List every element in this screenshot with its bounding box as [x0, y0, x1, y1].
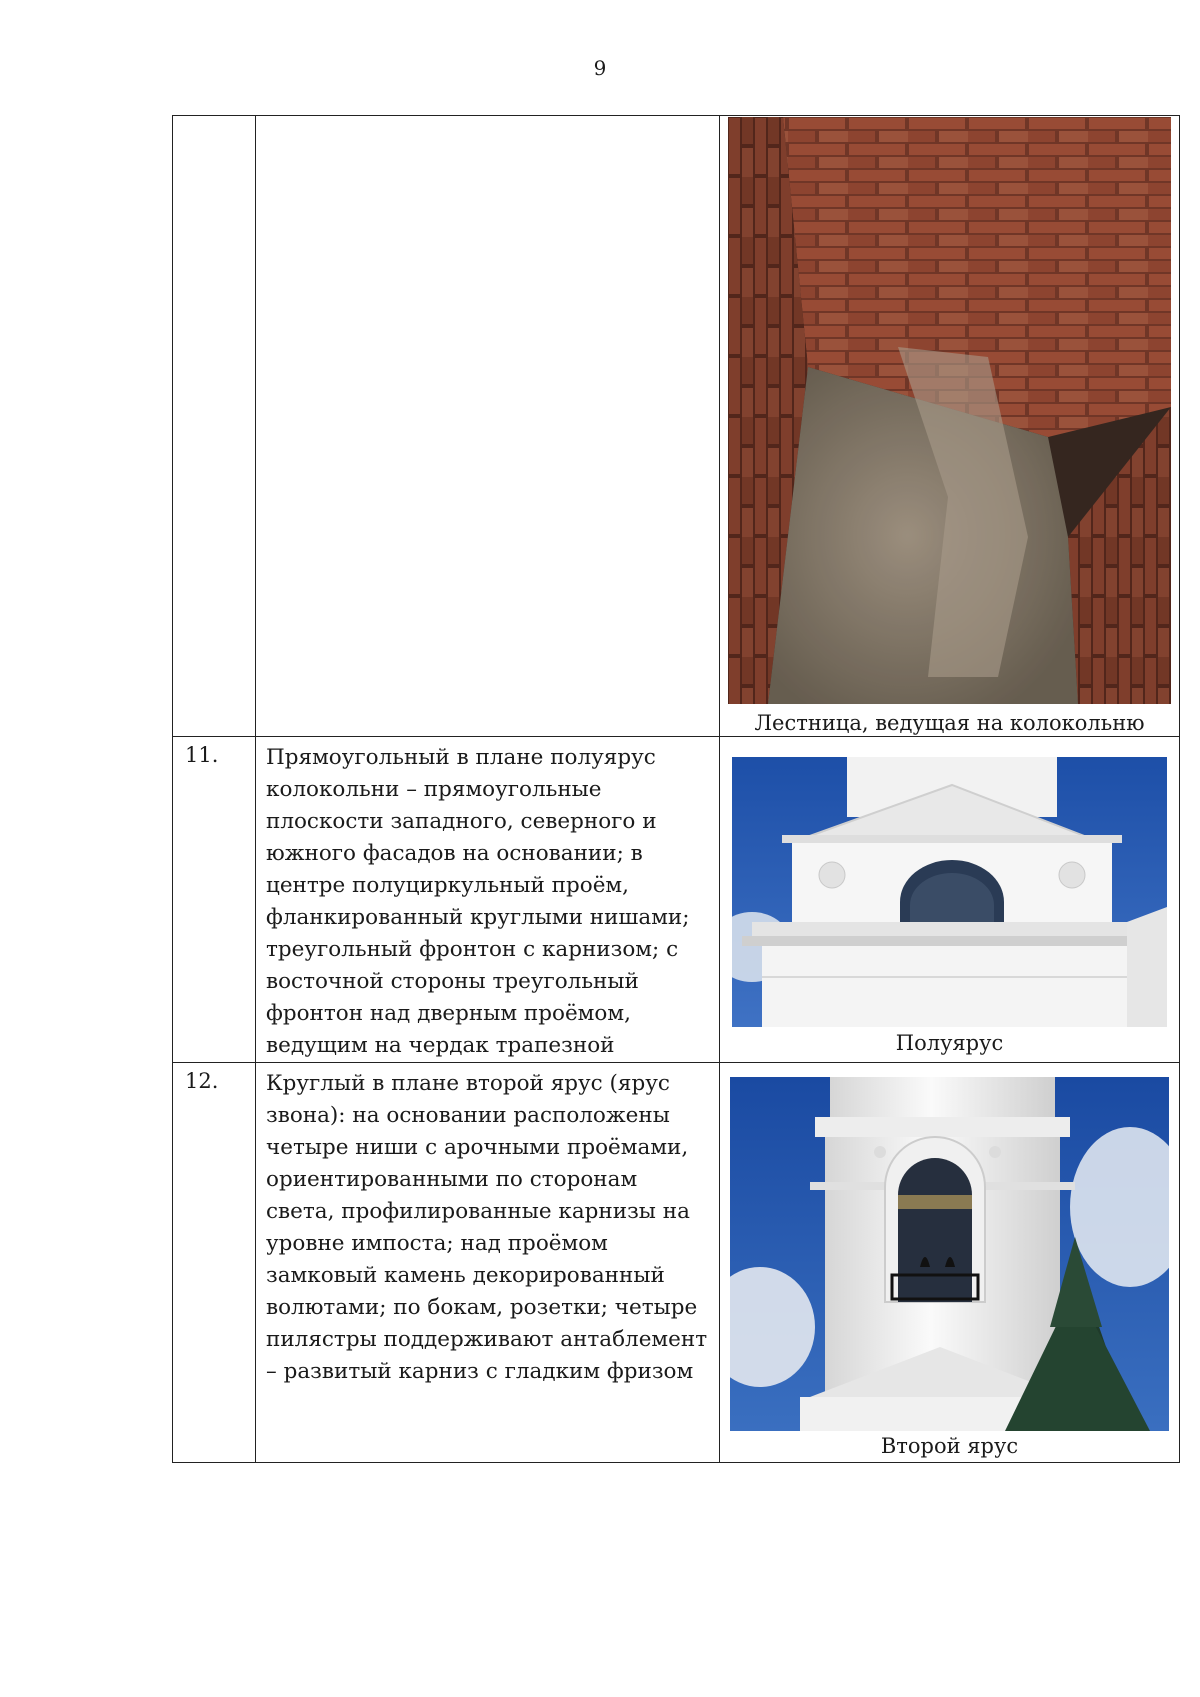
- photo-caption: Лестница, ведущая на колокольню: [754, 711, 1145, 735]
- row-description-cell: Прямоугольный в плане полуярус колокольни – прямоугольные плоскости западного, северного и южного фасадов на основании; в центре полуциркульный проём, фланкированный круглыми нишами; треугольный фронтон с карнизом; с восточной стороны треугольный фронтон над дверным проёмом, ведущим на чердак трапезной: [256, 737, 720, 1063]
- row-photo-cell: [720, 116, 1180, 737]
- table-row: [173, 1063, 1180, 1463]
- row-description-cell: [256, 116, 720, 737]
- second-tier-photo: [730, 1077, 1169, 1431]
- row-number-cell: [173, 116, 256, 737]
- row-photo-cell: [720, 737, 1180, 1063]
- staircase-photo: [728, 117, 1171, 704]
- photo-caption: Второй ярус: [880, 1434, 1019, 1458]
- photo-caption: Полуярус: [895, 1031, 1004, 1055]
- row-number-cell: 11.: [173, 737, 256, 1063]
- row-photo-cell: [720, 1063, 1180, 1463]
- half-tier-photo: [732, 757, 1167, 1027]
- description-table: [172, 115, 1180, 1463]
- page-number: 9: [593, 56, 607, 80]
- table-row: [173, 737, 1180, 1063]
- table-row: [173, 116, 1180, 737]
- row-number-cell: 12.: [173, 1063, 256, 1463]
- row-description-cell: Круглый в плане второй ярус (ярус звона): на основании расположены четыре ниши с арочными проёмами, ориентированными по сторонам света, профилированные карнизы на уровне импоста; над проёмом замковый камень декорированный волютами; по бокам, розетки; четыре пилястры поддерживают антаблемент – развитый карниз с гладким фризом: [256, 1063, 720, 1463]
